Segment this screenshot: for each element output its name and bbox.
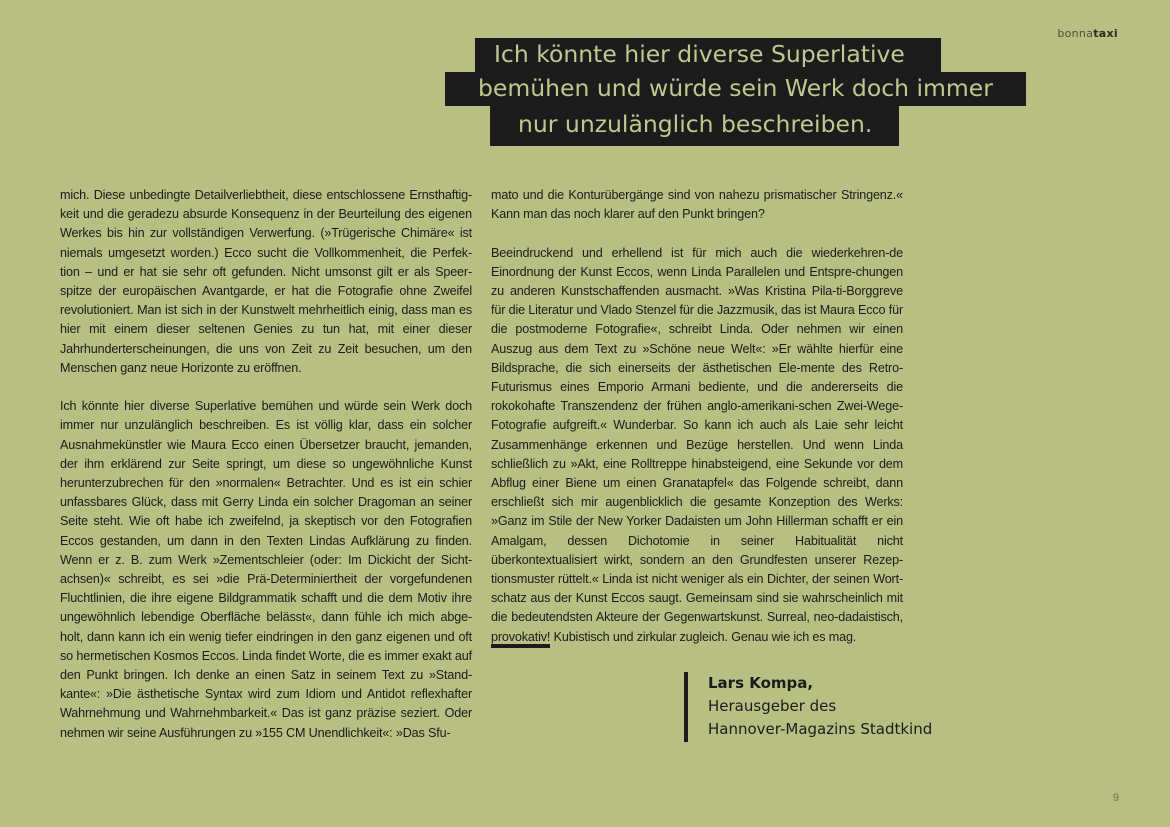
right-text-column — [491, 186, 903, 647]
paragraph: Beeindruckend und erhellend ist für mich auch die wiederkehren-de Einordnung der Kunst Eccos, wenn Linda Parallelen und Entspre-chungen zu anderen Kunstschaffenden ausmacht. »Was Kristina Pila-ti-Borggreve für die Literatur und Vlado Stenzel für die Jazzmusik, das ist Maura Ecco für die postmoderne Fotografie«, schreibt Linda. Oder nehmen wir einen Auszug aus dem Text zu »Schöne neue Welt«: »Er wählte hierfür eine Bildsprache, die sich einerseits der ästhetischen Ele-mente des Retro-Futurismus eines Emporio Armani bediente, und die andererseits die rokokohafte Transzendenz der frühen anglo-amerikani-schen Zwei-Wege-Fotografie aufgreift.« Wunderbar. So kann ich auch als Laie sehr leicht Zusammenhänge erkennen und Bezüge herstellen. Und wenn Linda schließlich zu »Akt, eine Rolltreppe hinabsteigend, eine Sekunde vor dem Abflug einer Biene um einen Granatapfel« das Folgende schreibt, dann erschließt sich mir augenblicklich die gesamte Konzeption des Werks: »Ganz im Stile der New Yorker Dadaisten um John Hillerman schafft er ein Amalgam, dessen Dichotomie in seiner Habitualität nicht überkontextualisiert wirkt, sondern an den Grundfesten unserer Rezep-tionsmuster rüttelt.« Linda ist nicht weniger als ein Dichter, der seinen Wort-schatz aus der Kunst Eccos saugt. Gemeinsam sind sie wahrscheinlich mit die bedeutendsten Akteure der Gegenwartskunst. Surreal, neo-dadaistisch, provokativ! Kubistisch und zirkular zugleich. Genau wie ich es mag. — [491, 245, 903, 644]
paragraph: Ich könnte hier diverse Superlative bemühen und würde sein Werk doch immer nur unzulänglich beschreiben. Es ist völlig klar, dass ein solcher Ausnahmekünstler wie Maura Ecco einen Übersetzer braucht, jemanden, der ihm erklärend zur Seite springt, um diese so ungewöhnliche Kunst herunterzubrechen für den »normalen« Betrachter. Und es ist ein schier unfassbares Glück, dass mit Gerry Linda ein solcher Dragoman an seiner Seite steht. Wie oft habe ich zweifelnd, ja skeptisch vor den Fotografien Eccos gestanden, um dann in den Texten Lindas Aufklärung zu finden. Wenn er z. B. zum Werk »Zementschleier (oder: Im Dickicht der Sicht-achsen)« schreibt, es sei »die Prä-Determiniertheit der vorgefundenen Fluchtlinien, die ihre eigene Bildgrammatik schafft und die dem Motiv ihre ungewöhnlich lebendige Oberfläche belässt«, dann fühle ich mich abge-holt, dann kann ich ein wenig tiefer eindringen in den ganz eigenen und oft so hermetischen Kosmos Eccos. Linda findet Worte, die es immer exakt auf den Punkt bringen. Ich denke an einen Satz in seinem Text zu »Stand-kante«: »Die ästhetische Syntax wird zum Idiom und Antidot reflexhafter Wahrnehmung und Wahrnehmbarkeit.« Das ist ganz präzise seziert. Oder nehmen wir seine Ausführungen zu »155 CM Unendlichkeit«: »Das Sfu- — [60, 399, 472, 740]
paragraph: mato und die Konturübergänge sind von nahezu prismatischer Stringenz.« Kann man das noch klarer auf den Punkt bringen? — [491, 188, 903, 222]
author-role-line-1: Herausgeber des — [708, 697, 837, 715]
author-name: Lars Kompa, — [708, 674, 814, 692]
left-text-column — [60, 186, 472, 743]
page-number: 9 — [1112, 792, 1119, 804]
brand-bold: taxi — [1093, 27, 1118, 40]
pull-quote-line-1: Ich könnte hier diverse Superlative — [475, 38, 941, 72]
brand-logo — [1057, 27, 1118, 40]
pull-quote-line-2: bemühen und würde sein Werk doch immer — [445, 72, 1026, 106]
paragraph: mich. Diese unbedingte Detailverliebtheit, diese entschlossene Ernsthaftig-keit und die geradezu absurde Konsequenz in der Beurteilung des eigenen Werkes bis hin zur vollständigen Verwerfung. (»Trügerische Chimäre« ist niemals umgesetzt worden.) Ecco sucht die Vollkommenheit, die Perfek-tion – und er hat sie sehr oft gefunden. Nicht umsonst gilt er als Speer-spitze der europäischen Avantgarde, er hat die Fotografie ohne Zweifel revolutioniert. Man ist sich in der Kunstwelt mehrheitlich einig, dass man es hier mit einem dieser seltenen Genies zu tun hat, mit einer dieser Jahrhunderterscheinungen, die uns von Zeit zu Zeit besuchen, um den Menschen ganz neue Horizonte zu eröffnen. — [60, 188, 472, 375]
section-divider — [491, 644, 550, 648]
brand-prefix: bonna — [1057, 27, 1094, 40]
author-signature — [684, 672, 932, 742]
pull-quote-line-3: nur unzulänglich beschreiben. — [490, 106, 899, 146]
author-role-line-2: Hannover-Magazins Stadtkind — [708, 720, 933, 738]
